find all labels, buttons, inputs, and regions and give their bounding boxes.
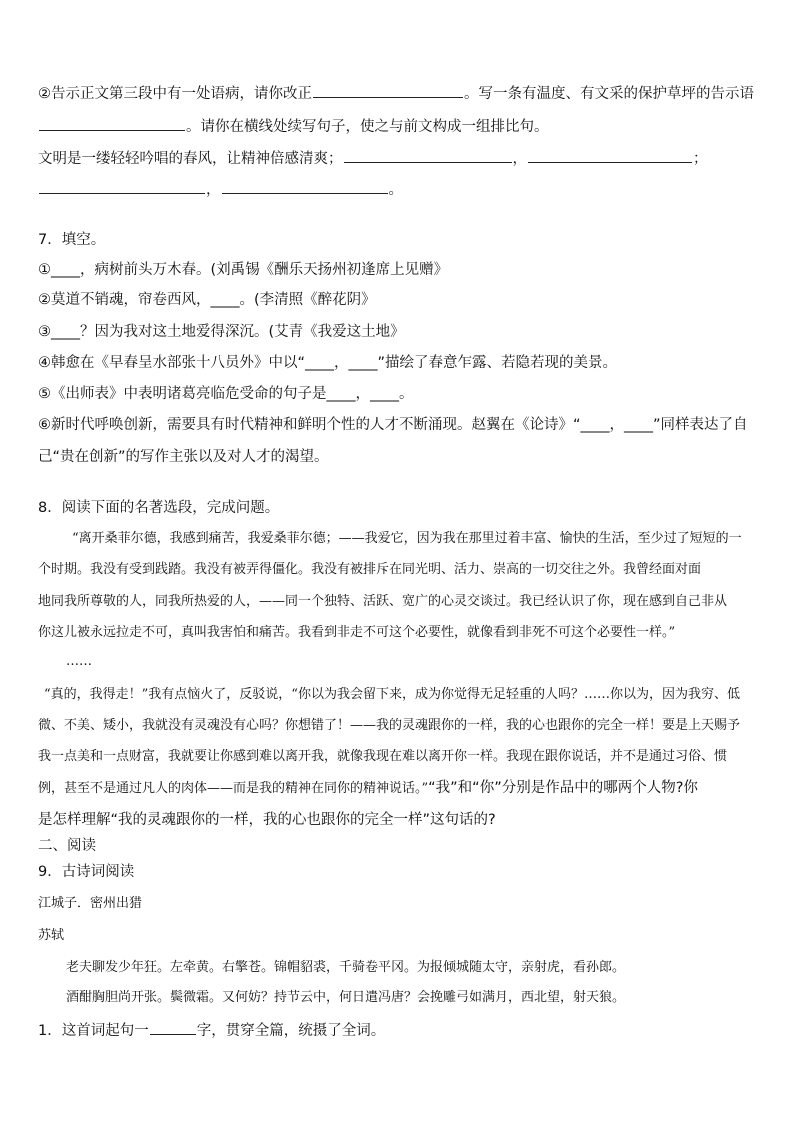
punct: 。 [388,182,403,198]
q8-passage-text: 例，甚至不是通过凡人的肉体——而是我的精神在同你的精神说话。” [38,781,429,796]
q8-passage-2-line-3: 我一点美和一点财富，我就要让你感到难以离开我，就像我现在难以离开你一样。我现在跟你说话，并不是通过习俗、惯 [38,749,728,764]
q9-text: 1．这首词起句一 [38,1023,149,1039]
q8-passage-2-line-1: “真的，我得走！”我有点恼火了，反驳说，“你以为我会留下来，成为你觉得无足轻重的人吗？……你以为，因为我穷、低 [44,687,740,702]
q8-passage-1-line-4: 你这儿被永远拉走不可，真叫我害怕和痛苦。我看到非走不可这个必要性，就像看到非死不可这个必要性一样。” [38,625,676,640]
q6-text: 。写一条有温度、有文采的保护草坪的告示语 [464,86,754,102]
punct: ， [206,182,221,198]
q7-item-1: ①____，病树前头万木春。(刘禹锡《酬乐天扬州初逢席上见赠》 [38,262,449,278]
answer-blank[interactable] [222,177,388,194]
punct: ； [693,151,708,167]
q9-title: 9．古诗词阅读 [38,864,135,880]
q9-text: 字，贯穿全篇，统摄了全词。 [196,1023,386,1039]
q7-item-3: ③____？因为我对这土地爱得深沉。(艾青《我爱这土地》 [38,324,405,340]
q8-passage-1-line-2: 个时期。我没有受到践踏。我没有被弄得僵化。我没有被排斥在同光明、活力、崇高的一切交往之外。我曾经面对面 [38,562,702,577]
q6-line-2 [38,114,549,137]
q6-line-4 [38,177,403,200]
q7-item-4: ④韩愈在《早春呈水部张十八员外》中以“____，____”描绘了春意乍露、若隐若现的美景。 [38,355,618,371]
punct: ， [512,151,527,167]
poem-line-1: 老夫聊发少年狂。左牵黄。右擎苍。锦帽貂裘，千骑卷平冈。为报倾城随太守，亲射虎，看孙郎。 [66,960,626,975]
q8-passage-2-line-2: 微、不美、矮小，我就没有灵魂没有心吗？你想错了！——我的灵魂跟你的一样，我的心也跟你的完全一样！要是上天赐予 [38,718,741,733]
q8-question: 是怎样理解“我的灵魂跟你的一样，我的心也跟你的完全一样”这句话的? [38,812,496,828]
q7-item-6-line-2: 己“贵在创新”的写作主张以及对人才的渴望。 [38,449,329,465]
answer-blank[interactable] [150,1018,196,1035]
answer-blank[interactable] [344,146,512,163]
q6-text: 。请你在横线处续写句子，使之与前文构成一组排比句。 [186,119,549,135]
poem-title: 江城子．密州出猎 [38,896,143,911]
q7-item-6-line-1: ⑥新时代呼唤创新，需要具有时代精神和鲜明个性的人才不断涌现。赵翼在《论诗》“____，____”同样表达了自 [38,417,748,433]
q6-text: ②告示正文第三段中有一处语病，请你改正 [38,86,312,102]
poem-line-2: 酒酣胸胆尚开张。鬓微霜。又何妨？持节云中，何日遣冯唐？会挽雕弓如满月，西北望，射天狼。 [66,990,626,1005]
q8-ellipsis: …… [66,654,92,669]
section-title: 二、阅读 [38,838,96,854]
q8-passage-2-line-4 [38,778,698,799]
q9-subquestion-1 [38,1018,385,1041]
answer-blank[interactable] [39,177,205,194]
q8-question-text: “我”和“你”分别是作品中的哪两个人物?你 [428,780,698,796]
q7-title: 7．填空。 [38,232,106,248]
q8-title: 8．阅读下面的名著选段，完成问题。 [38,500,280,516]
answer-blank[interactable] [528,146,692,163]
q7-item-2: ②莫道不销魂，帘卷西风，____。(李清照《醉花阴》 [38,292,376,308]
q8-passage-1-line-3: 地同我所尊敬的人，同我所热爱的人，——同一个独特、活跃、宽广的心灵交谈过。我已经认识了你，现在感到自己非从 [38,594,728,609]
answer-blank[interactable] [39,114,185,131]
q7-item-5: ⑤《出师表》中表明诸葛亮临危受命的句子是____，____。 [38,386,414,402]
q6-text: 文明是一缕轻轻吟唱的春风，让精神倍感清爽； [38,151,343,167]
q6-line-1 [38,81,754,104]
poem-author: 苏轼 [38,928,65,943]
answer-blank[interactable] [313,81,463,98]
q6-line-3 [38,146,708,169]
q8-passage-1-line-1: “离开桑菲尔德，我感到痛苦，我爱桑菲尔德；——我爱它，因为我在那里过着丰富、愉快的生活，至少过了短短的一 [72,531,742,546]
